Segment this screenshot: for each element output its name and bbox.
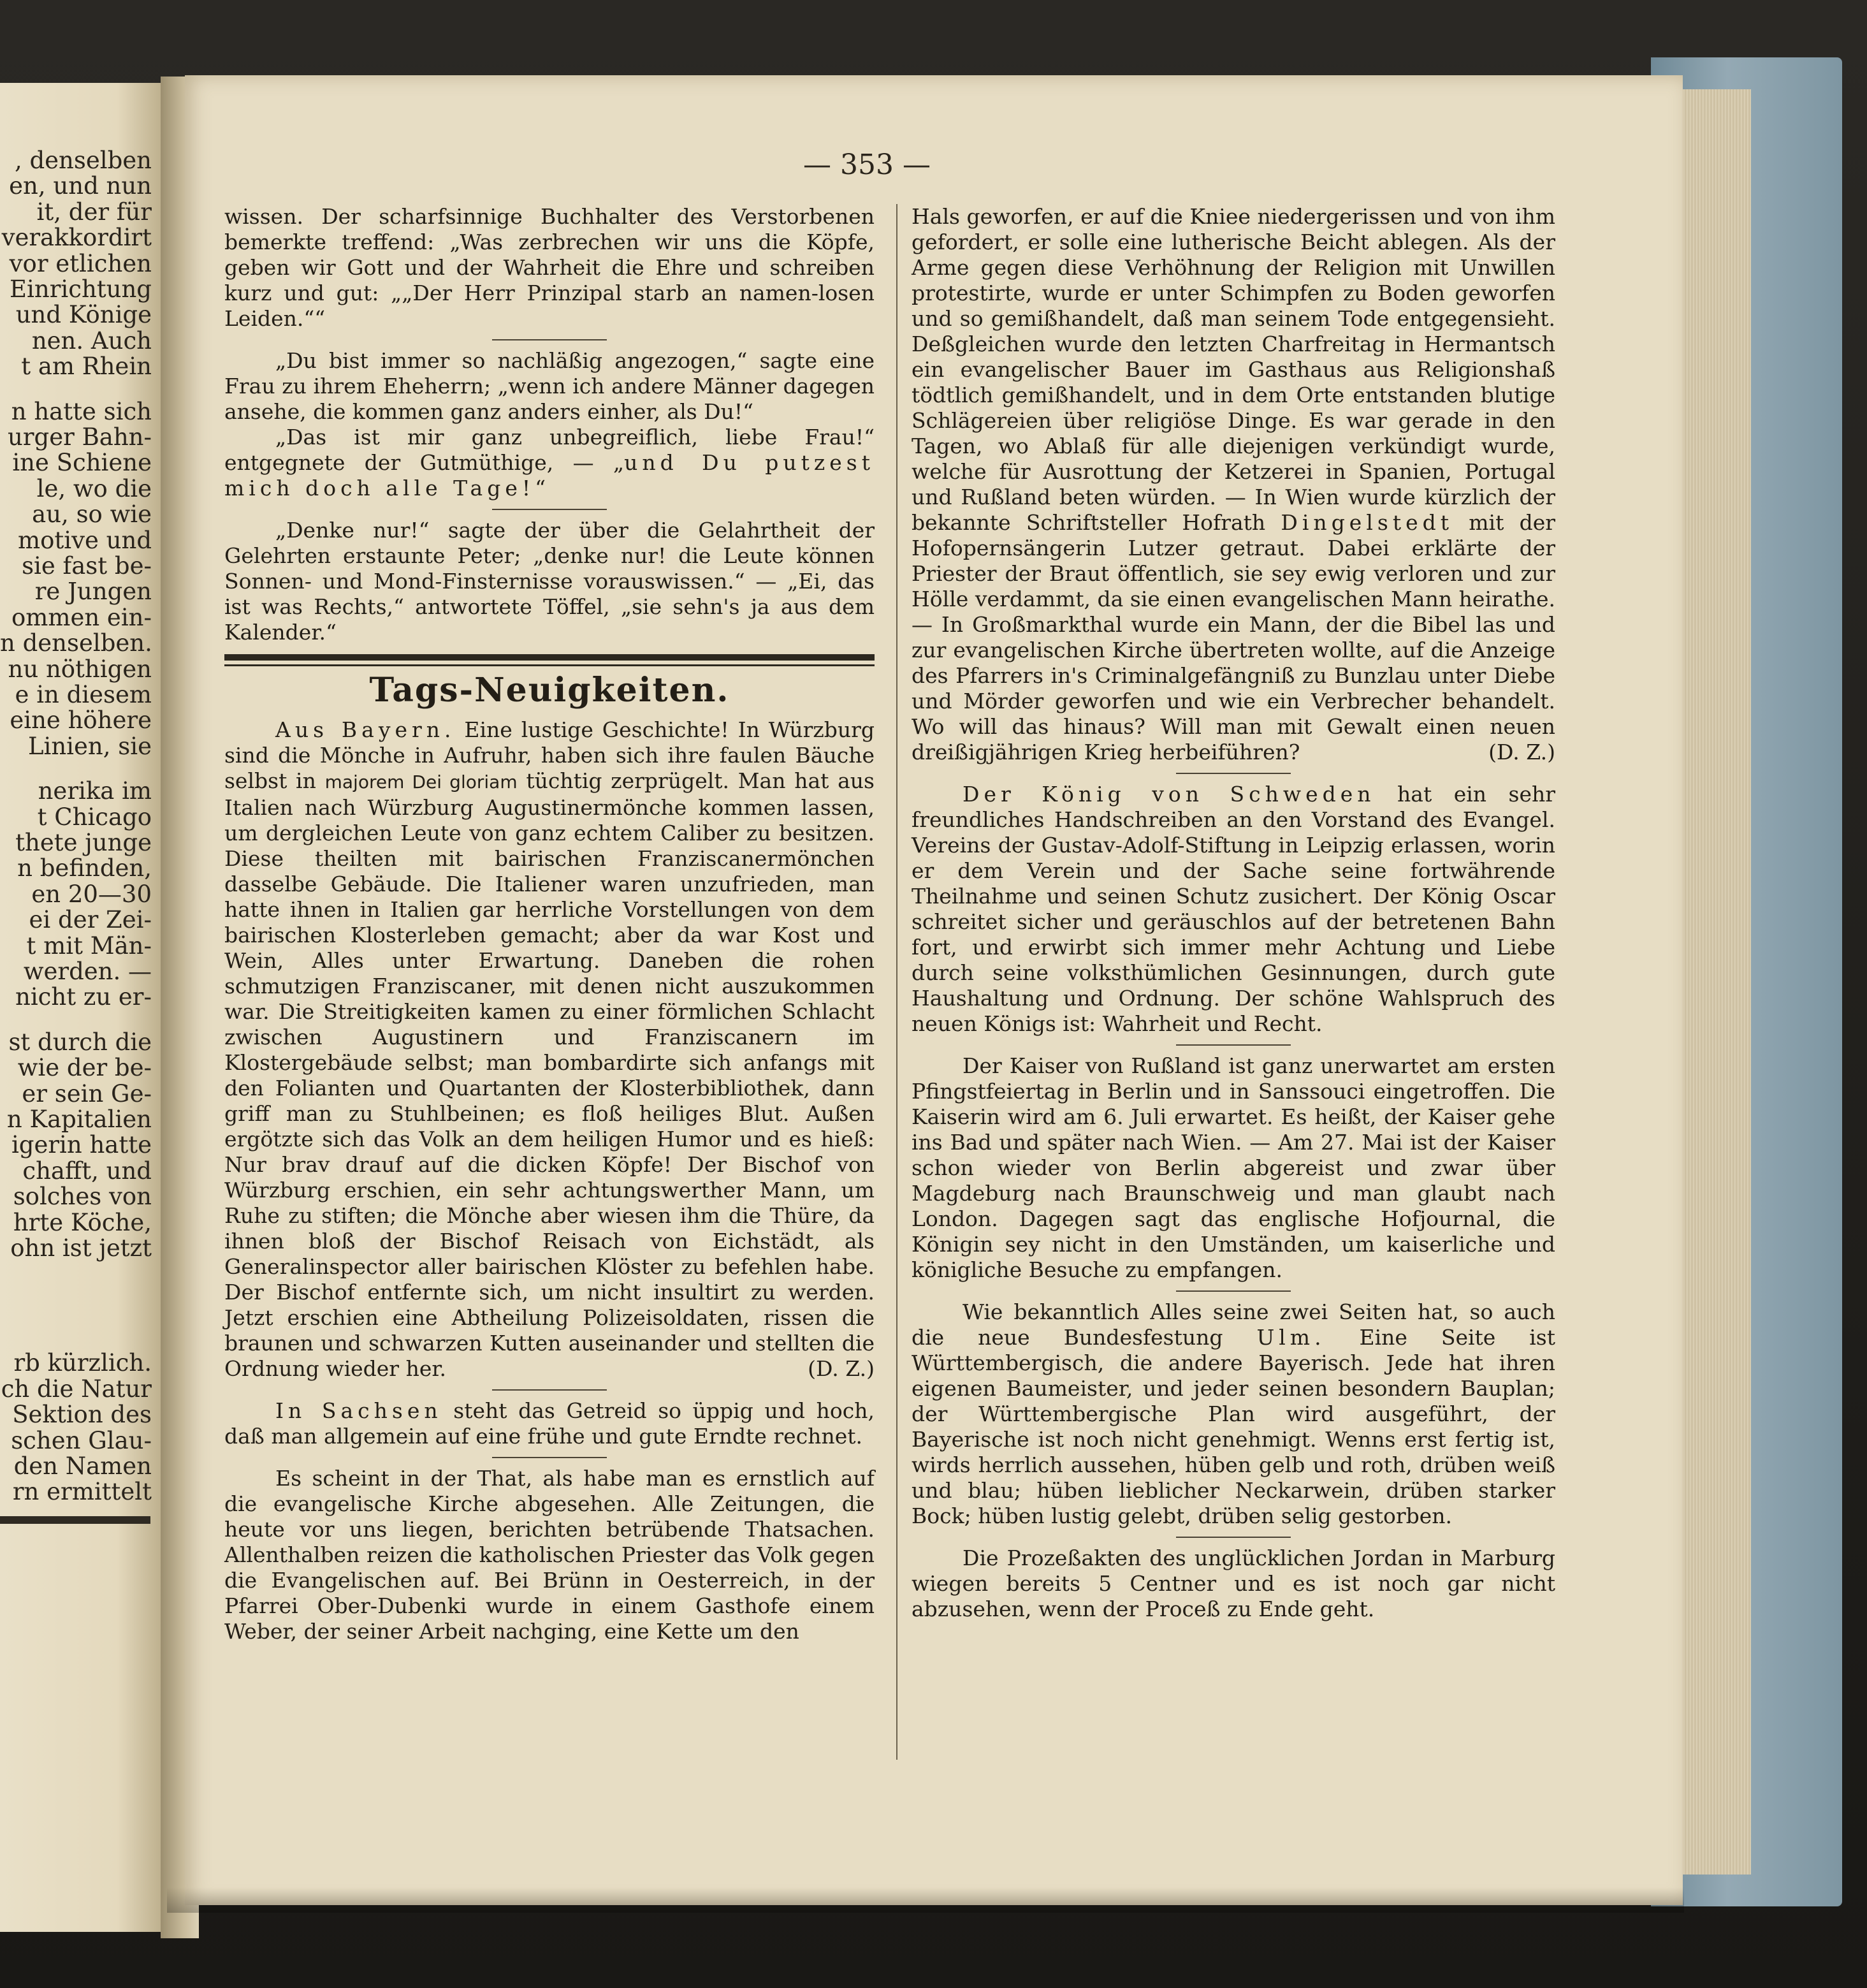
left-page-fragment: st durch die [8,1028,152,1056]
source-signature: (D. Z.) [808,1356,875,1381]
left-page-fragment: thete junge [15,829,152,856]
left-page-fragment: chafft, und [22,1157,152,1185]
name-ulm: Ulm. [1256,1325,1326,1350]
left-page-fragment: ine Schiene [12,449,152,477]
left-page-fragment: den Namen [13,1452,152,1480]
left-page-fragment: sie fast be- [22,552,152,580]
left-page-fragment: ch die Natur [1,1375,152,1403]
reply-spaced: und Du putzest mich doch alle Tage! [224,450,875,501]
reply-text: „Das ist mir ganz unbegreiflich, liebe Frau!“ entgegnete der Gutmüthige, — „ [224,425,875,475]
separator [1176,1044,1291,1046]
reply-close: “ [535,476,546,501]
left-page-fragment: Sektion des [12,1401,152,1429]
left-page-fragment: t am Rhein [21,353,152,381]
separator [1176,1290,1291,1292]
left-page-fragment: vor etlichen [9,249,152,277]
left-page-fragment: it, der für [36,198,152,226]
left-column [224,204,875,1644]
paragraph-reply [224,425,875,501]
left-page-fragment: Linien, sie [27,732,152,760]
paragraph-sachsen [224,1398,875,1449]
left-page-fragment: en 20—30 [31,880,152,908]
left-page-fragment: n denselben. [0,629,152,657]
left-page-fragment: ohn ist jetzt [10,1234,152,1262]
column-divider [896,204,897,1760]
left-page-fragment: nerika im [38,777,152,805]
left-page-fragment: , denselben [14,147,152,174]
separator [492,1457,607,1458]
left-page-fragment: n hatte sich [11,397,152,425]
left-page-fragment: n Kapitalien [6,1106,152,1133]
continued-text-b: mit der Hofopernsängerin Lutzer getraut. Dabei erklärte der Priester der Braut öffentlich, sie sey ewig verloren und zur Hölle verdammt, da sie einen evangelischen Mann heirathe. — In Großmarkthal wurde ein Mann, der die Bibel las und zur evangelischen Kirche übertreten wollte, auf die Anzeige des Pfarrers in's Criminalgefängniß zu Bunzlau unter Diebe und Mörder geworfen und wie ein Verbrecher behandelt. Wo will das hinaus? Will man mit Gewalt einen neuen dreißigjährigen Krieg herbeiführen? [912,510,1556,764]
left-page-fragment: rn ermittelt [12,1478,152,1506]
paragraph-wife: „Du bist immer so nachläßig angezogen,“ sagte eine Frau zu ihrem Eheherrn; „wenn ich andere Männer dagegen ansehe, die kommen ganz anders einher, als Du!“ [224,348,875,424]
paragraph-evangelical: Es scheint in der That, als habe man es ernstlich auf die evangelische Kirche abgesehen. Alle Zeitungen, die heute vor uns liegen, berichten betrübende Thatsachen. Allenthalben reizen die katholischen Priester das Volk gegen die Evangelischen auf. Bei Brünn in Oesterreich, in der Pfarrei Ober-Dubenki wurde in einem Gasthofe einem Weber, der seiner Arbeit nachging, eine Kette um den [224,1466,875,1644]
left-page-fragment: schen Glau- [11,1426,152,1454]
separator [492,339,607,340]
bayern-text-a: Eine lustige Geschichte! In Würzburg sind die Mönche in Aufruhr, haben sich ihre faulen Bäuche selbst in [224,717,875,793]
separator [1176,1537,1291,1538]
left-page-fragment: igerin hatte [11,1131,152,1159]
continued-text-a: Hals geworfen, er auf die Kniee niedergerissen und von ihm gefordert, er solle eine lutherische Beicht ablegen. Als der Arme gegen diese Verhöhnung der Religion mit Unwillen protestirte, wurde er unter Schimpfen zu Boden geworfen und so gemißhandelt, daß man seinem Tode entgegensieht. Deßgleichen wurde den letzten Charfreitag in Hermantsch ein evangelischer Bauer im Gasthaus aus Religionshaß tödtlich gemißhandelt, und in dem Orte entstanden blutige Schlägereien über religiöse Dinge. Es war gerade in den Tagen, wo Ablaß für alle diejenigen verkündigt wurde, welche für Ausrottung der Ketzerei in Spanien, Portugal und Rußland beten würden. — In Wien wurde kürzlich der bekannte Schriftsteller Hofrath [912,204,1555,535]
left-page-fragment: en, und nun [9,172,152,200]
left-page-fragment: e in diesem [15,681,152,708]
paragraph-sweden [912,782,1555,1037]
ulm-text-b: Eine Seite ist Württembergisch, die andere Bayerisch. Jede hat ihren eigenen Baumeister, und jeder seinen besondern Bauplan; der Württembergische Plan wird ausgeführt, der Bayerische ist noch nicht genehmigt. Wenns erst fertig ist, wirds herrlich aussehen, hüben gelb und roth, drüben weiß und blau; hüben lieblicher Neckarwein, drüben starker Bock; hüben lustig gelebt, drüben selig gestorben. [912,1325,1555,1528]
left-page-fragment: nicht zu er- [15,983,152,1011]
left-page-fragment: re Jungen [34,578,152,606]
paragraph-continued [912,204,1555,765]
separator [1176,773,1291,774]
left-page-fragment: ei der Zei- [29,906,152,934]
place-sachsen: In Sachsen [275,1398,442,1423]
left-page-fragment: er sein Ge- [22,1079,152,1107]
section-headline: Tags-Neuigkeiten. [369,671,730,710]
left-page-fragment: nu nöthigen [8,655,152,683]
left-page-fragment: le, wo die [36,474,152,502]
left-page-fragment: wie der be- [17,1054,152,1082]
name-king-sweden: Der König von Schweden [963,782,1376,807]
left-page-fragment: und Könige [15,301,152,329]
bayern-text-b: tüchtig zerprügelt. Man hat aus Italien nach Würzburg Augustinermönche kommen lassen, um dergleichen Leute von ganz echtem Caliber zu besitzen. Diese theilten mit bairischen Franziscanermönchen dasselbe Gebäude. Die Italiener waren unzufrieden, man hatte ihnen in Italien gar herrliche Vorstellungen von dem bairischen Klosterleben gemacht; aber da war Kost und Wein, Alles unter Erwartung. Daneben die rohen schmutzigen Franziscaner, mit denen nicht auszukommen war. Die Streitigkeiten kamen zu einer förmlichen Schlacht zwischen Augustinern und Franziscanern im Klostergebäude selbst; man bombardirte sich anfangs mit den Folianten und Quartanten der Klosterbibliothek, dann griff man zu Stuhlbeinen; es floß heiliges Blut. Außen ergötzte sich das Volk an dem heiligen Humor und es hieß: Nur brav drauf auf die dicken Köpfe! Der Bischof von Würzburg erschien, ein sehr achtungswerther Mann, um Ruhe zu stiften; die Mönche aber wiesen ihm die Thüre, da ihnen bloß der Bischof Reisach von Eichstädt, als Generalinspector aller bairischen Klöster zu befehlen habe. Der Bischof entfernte sich, um nicht insultirt zu werden. Jetzt erschien eine Abtheilung Polizeisoldaten, rissen die braunen und schwarzen Kutten auseinander und stellten die Ordnung wieder her. [224,768,875,1381]
page-shadow [167,1887,1684,1913]
left-page-fragment: urger Bahn- [8,423,152,451]
left-page-fragment: au, so wie [32,501,152,529]
page-number: — 353 — [803,149,931,181]
left-page-fragment: rb kürzlich. [13,1349,152,1377]
left-page-fragment: Einrichtung [10,275,152,303]
paragraph-ulm [912,1299,1555,1529]
name-dingelstedt: Dingelstedt [1281,510,1454,535]
left-page-fragment: motive und [18,526,152,554]
left-page-fragment: solches von [13,1183,152,1211]
left-page-fragment: hrte Köche, [13,1208,152,1236]
paragraph-peter: „Denke nur!“ sagte der über die Gelahrtheit der Gelehrten erstaunte Peter; „denke nur! die Leute können Sonnen- und Mond-Finsternisse vorauswissen.“ — „Ei, das ist was Rechts,“ antwortete Töffel, „sie sehn's ja aus dem Kalender.“ [224,518,875,645]
sachsen-text: steht das Getreid so üppig und hoch, daß man allgemein auf eine frühe und gute Erndte rechnet. [224,1398,875,1449]
separator [492,509,607,510]
left-page-rule [0,1516,150,1524]
left-page-fragment: t mit Män- [26,932,152,960]
place-bayern: Aus Bayern. [275,717,456,742]
paragraph-tsar: Der Kaiser von Rußland ist ganz unerwartet am ersten Pfingstfeiertag in Berlin und in Sanssouci eingetroffen. Die Kaiserin wird am 6. Juli erwartet. Es heißt, der Kaiser gehe ins Bad und später nach Wien. — Am 27. Mai ist der Kaiser schon wieder von Berlin abgereist und zwar über Magdeburg nach Braunschweig und man glaubt nach London. Dagegen sagt das englische Hofjournal, die Königin sey nicht in den Umständen, um kaiserliche und königliche Besuche zu empfangen. [912,1053,1555,1282]
ulm-text-a: Wie bekanntlich Alles seine zwei Seiten hat, so auch die neue Bundesfestung [912,1299,1555,1350]
left-page-fragment: n befinden, [17,854,152,882]
left-page-fragment: ommen ein- [11,603,152,631]
source-signature: (D. Z.) [1488,740,1555,764]
left-page-fragment: werden. — [23,958,152,985]
latin-phrase: majorem Dei gloriam [324,771,518,793]
left-page-fragment: nen. Auch [31,326,152,354]
sweden-text: hat ein sehr freundliches Handschreiben an den Vorstand des Evangel. Vereins der Gustav-Adolf-Stiftung in Leipzig erlassen, worin er dem Verein und der Sache seine fortwährende Theilnahme und seinen Schutz zusichert. Der König Oscar schreitet sicher und geräuschlos auf der betretenen Bahn fort, und erwirbt sich immer mehr Achtung und Liebe durch seine volksthümlichen Gesinnungen, durch gute Haushaltung und Ordnung. Der schöne Wahlspruch des neuen Königs ist: Wahrheit und Recht. [912,782,1555,1036]
separator [492,1389,607,1391]
section-rule [224,654,875,661]
left-page-fragment: eine höhere [10,706,152,735]
left-page-fragment: verakkordirt [1,224,152,252]
left-page [0,83,167,1932]
paragraph-jordan: Die Prozeßakten des unglücklichen Jordan in Marburg wiegen bereits 5 Centner und es ist noch gar nicht abzusehen, wenn der Proceß zu Ende geht. [912,1546,1555,1621]
section-rule-thin [224,664,875,666]
page-edges [1676,89,1751,1875]
paragraph-bayern [224,717,875,1382]
left-page-fragment: t Chicago [37,803,152,831]
right-column [912,204,1555,1622]
paragraph-bookkeeper: wissen. Der scharfsinnige Buchhalter des Verstorbenen bemerkte treffend: „Was zerbrechen wir uns die Köpfe, geben wir Gott und der Wahrheit die Ehre und schreiben kurz und gut: „„Der Herr Prinzipal starb an namen-losen Leiden.““ [224,204,875,331]
